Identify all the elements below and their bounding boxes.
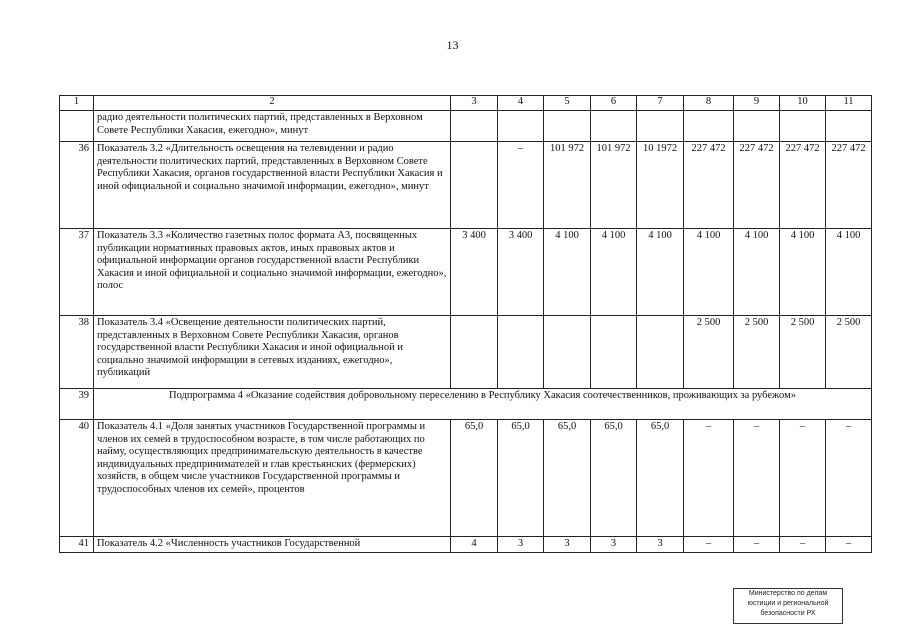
header-cell: 3	[451, 96, 498, 111]
row-number: 40	[60, 420, 94, 537]
value-cell	[498, 316, 544, 389]
value-cell: 4 100	[684, 229, 734, 316]
value-cell: 227 472	[826, 142, 872, 229]
row-number: 38	[60, 316, 94, 389]
value-cell: –	[780, 420, 826, 537]
header-cell: 2	[94, 96, 451, 111]
row-description: радио деятельности политических партий, представленных в Верховном Совете Республики Хакасия, ежегодно», минут	[94, 111, 451, 142]
value-cell	[684, 111, 734, 142]
value-cell: 2 500	[734, 316, 780, 389]
value-cell	[544, 111, 591, 142]
value-cell: 65,0	[451, 420, 498, 537]
subprogram-row	[60, 389, 872, 420]
value-cell: 3 400	[498, 229, 544, 316]
row-number: 37	[60, 229, 94, 316]
value-cell: –	[734, 420, 780, 537]
value-cell: 3	[544, 537, 591, 553]
header-cell: 6	[591, 96, 637, 111]
value-cell	[451, 316, 498, 389]
value-cell: 4 100	[591, 229, 637, 316]
value-cell	[780, 111, 826, 142]
subprogram-title: Подпрограмма 4 «Оказание содействия добровольному переселению в Республику Хакасия соотечественников, проживающих за рубежом»	[94, 389, 872, 420]
row-number: 41	[60, 537, 94, 553]
value-cell: 3	[498, 537, 544, 553]
value-cell: 3	[637, 537, 684, 553]
value-cell: –	[684, 537, 734, 553]
value-cell: 65,0	[498, 420, 544, 537]
page-number: 13	[446, 38, 459, 52]
value-cell: –	[734, 537, 780, 553]
value-cell: 10 1972	[637, 142, 684, 229]
row-number	[60, 111, 94, 142]
value-cell: 65,0	[637, 420, 684, 537]
table-row	[60, 316, 872, 389]
header-cell: 7	[637, 96, 684, 111]
header-cell: 8	[684, 96, 734, 111]
header-row	[60, 96, 872, 111]
value-cell: 4	[451, 537, 498, 553]
value-cell: 3 400	[451, 229, 498, 316]
table-row	[60, 142, 872, 229]
value-cell: 227 472	[780, 142, 826, 229]
table-row	[60, 229, 872, 316]
table-row	[60, 111, 872, 142]
value-cell: 4 100	[780, 229, 826, 316]
value-cell: 2 500	[684, 316, 734, 389]
value-cell: –	[826, 420, 872, 537]
value-cell: –	[780, 537, 826, 553]
header-cell: 10	[780, 96, 826, 111]
value-cell: –	[684, 420, 734, 537]
value-cell	[451, 142, 498, 229]
value-cell: 3	[591, 537, 637, 553]
row-description: Показатель 3.3 «Количество газетных полос формата А3, посвященных публикации нормативных правовых актов, иных правовых актов и официальной информации органов государственной власти Республики Хакасия и иной официальной и социально значимой информации, ежегодно», полос	[94, 229, 451, 316]
header-cell: 5	[544, 96, 591, 111]
stamp-line: безопасности РХ	[760, 610, 816, 617]
value-cell: 4 100	[734, 229, 780, 316]
header-cell: 1	[60, 96, 94, 111]
value-cell	[637, 111, 684, 142]
header-cell: 9	[734, 96, 780, 111]
stamp-line: юстиции и региональной	[747, 600, 829, 607]
table-row	[60, 420, 872, 537]
header-cell: 11	[826, 96, 872, 111]
table-row	[60, 537, 872, 553]
indicators-table	[59, 95, 872, 553]
value-cell	[451, 111, 498, 142]
row-number: 39	[60, 389, 94, 420]
value-cell	[826, 111, 872, 142]
registration-stamp	[733, 588, 843, 624]
value-cell	[591, 316, 637, 389]
row-description: Показатель 4.2 «Численность участников Государственной	[94, 537, 451, 553]
row-number: 36	[60, 142, 94, 229]
stamp-line: Министерство по делам	[748, 590, 828, 597]
row-description: Показатель 4.1 «Доля занятых участников Государственной программы и членов их семей в трудоспособном возрасте, в том числе работающих по найму, осуществляющих предпринимательскую деятельность в качестве индивидуальных предпринимателей и глав крестьянских (фермерских) хозяйств, в общем числе участников Государственной программы и трудоспособных членов их семей», процентов	[94, 420, 451, 537]
value-cell: 227 472	[734, 142, 780, 229]
value-cell: 2 500	[826, 316, 872, 389]
value-cell	[591, 111, 637, 142]
value-cell: 65,0	[544, 420, 591, 537]
value-cell: 65,0	[591, 420, 637, 537]
value-cell	[734, 111, 780, 142]
value-cell: 101 972	[591, 142, 637, 229]
row-description: Показатель 3.2 «Длительность освещения на телевидении и радио деятельности политических партий, представленных в Верховном Совете Республики Хакасия, органов государственной власти Республики Хакасия и иной официальной и социально значимой информации, ежегодно», минут	[94, 142, 451, 229]
value-cell: 101 972	[544, 142, 591, 229]
value-cell	[544, 316, 591, 389]
value-cell: 4 100	[637, 229, 684, 316]
value-cell: 2 500	[780, 316, 826, 389]
value-cell: –	[498, 142, 544, 229]
value-cell	[498, 111, 544, 142]
value-cell: –	[826, 537, 872, 553]
value-cell: 4 100	[826, 229, 872, 316]
value-cell	[637, 316, 684, 389]
header-cell: 4	[498, 96, 544, 111]
value-cell: 4 100	[544, 229, 591, 316]
value-cell: 227 472	[684, 142, 734, 229]
row-description: Показатель 3.4 «Освещение деятельности политических партий, представленных в Верховном Совете Республики Хакасия, органов государственной власти Республики Хакасия и иной официальной и социально значимой информации в сетевых изданиях, ежегодно», публикаций	[94, 316, 451, 389]
